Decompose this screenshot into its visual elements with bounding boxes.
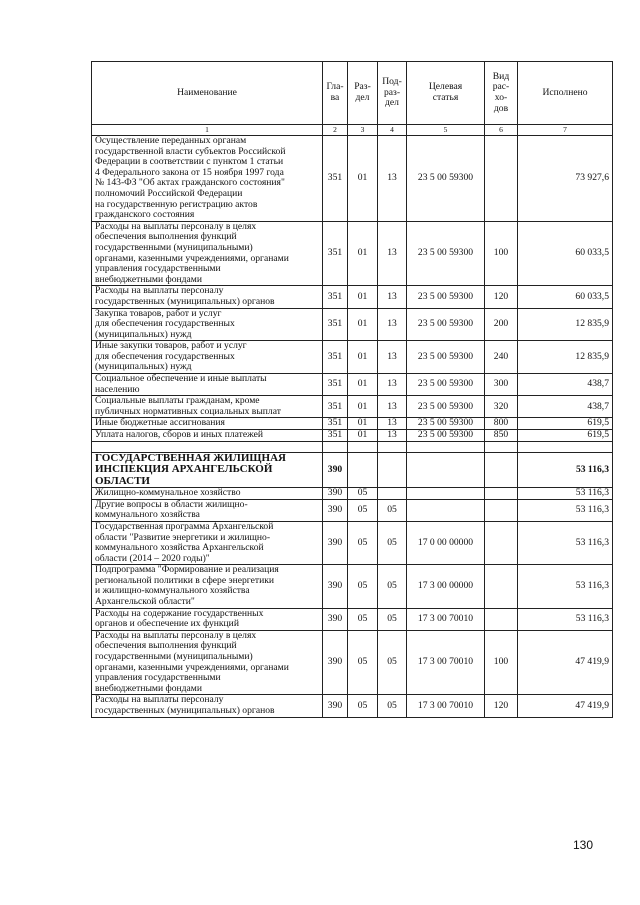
header-chapter: Гла- ва (323, 62, 348, 125)
row-executed: 619,5 (518, 418, 613, 430)
row-target: 17 3 00 00000 (407, 565, 485, 608)
row-subsection: 13 (378, 418, 407, 430)
row-executed: 47 419,9 (518, 695, 613, 717)
row-section: 05 (348, 695, 378, 717)
row-section: 05 (348, 630, 378, 695)
header-name: Наименование (92, 62, 323, 125)
row-target: 23 5 00 59300 (407, 396, 485, 418)
row-executed: 53 116,3 (518, 608, 613, 630)
row-exp-type: 850 (485, 430, 518, 442)
row-exp-type: 240 (485, 341, 518, 374)
row-subsection: 13 (378, 396, 407, 418)
row-target: 17 3 00 70010 (407, 630, 485, 695)
row-section: 01 (348, 221, 378, 286)
row-target: 23 5 00 59300 (407, 286, 485, 308)
row-executed: 47 419,9 (518, 630, 613, 695)
header-subsection: Под- раз- дел (378, 62, 407, 125)
col-number: 1 (92, 125, 323, 136)
row-executed: 438,7 (518, 396, 613, 418)
table-row (92, 136, 613, 222)
row-name: Расходы на выплаты персоналу государственных (муниципальных) органов (92, 695, 323, 717)
row-executed: 12 835,9 (518, 341, 613, 374)
row-subsection (378, 488, 407, 500)
table-row (92, 565, 613, 608)
row-name: Расходы на содержание государственных органов и обеспечение их функций (92, 608, 323, 630)
row-exp-type: 800 (485, 418, 518, 430)
page-number: 130 (573, 838, 594, 852)
gap-cell (92, 441, 323, 452)
row-chapter: 390 (323, 608, 348, 630)
row-name: Расходы на выплаты персоналу государственных (муниципальных) органов (92, 286, 323, 308)
row-exp-type (485, 488, 518, 500)
row-chapter: 351 (323, 418, 348, 430)
header-row (92, 62, 613, 125)
row-executed: 12 835,9 (518, 308, 613, 341)
row-name: Подпрограмма "Формирование и реализация региональной политики в сфере энергетики и жилищно-коммунального хозяйства Архангельской области" (92, 565, 323, 608)
row-section: 01 (348, 308, 378, 341)
row-exp-type (485, 499, 518, 521)
row-executed: 73 927,6 (518, 136, 613, 222)
row-target: 17 3 00 70010 (407, 695, 485, 717)
row-executed: 53 116,3 (518, 565, 613, 608)
row-exp-type (485, 452, 518, 488)
table-row (92, 221, 613, 286)
col-number: 4 (378, 125, 407, 136)
row-subsection: 05 (378, 521, 407, 564)
row-subsection: 13 (378, 430, 407, 442)
table-row (92, 341, 613, 374)
row-subsection: 05 (378, 608, 407, 630)
row-target: 23 5 00 59300 (407, 430, 485, 442)
table-row (92, 499, 613, 521)
row-chapter: 351 (323, 396, 348, 418)
table-row (92, 695, 613, 717)
row-exp-type: 100 (485, 630, 518, 695)
row-section: 05 (348, 521, 378, 564)
row-section: 01 (348, 136, 378, 222)
header-section: Раз- дел (348, 62, 378, 125)
row-section: 05 (348, 488, 378, 500)
table-row (92, 608, 613, 630)
row-section (348, 452, 378, 488)
gap-cell (407, 441, 485, 452)
row-chapter: 390 (323, 565, 348, 608)
table-body (92, 136, 613, 718)
table-row (92, 630, 613, 695)
gap-cell (485, 441, 518, 452)
header-executed: Исполнено (518, 62, 613, 125)
row-name: Иные закупки товаров, работ и услуг для обеспечения государственных (муниципальных) нужд (92, 341, 323, 374)
row-chapter: 390 (323, 630, 348, 695)
row-exp-type: 320 (485, 396, 518, 418)
row-name: Уплата налогов, сборов и иных платежей (92, 430, 323, 442)
row-exp-type (485, 565, 518, 608)
row-section: 05 (348, 565, 378, 608)
row-executed: 619,5 (518, 430, 613, 442)
budget-table (91, 61, 613, 718)
row-name: Другие вопросы в области жилищно- коммунального хозяйства (92, 499, 323, 521)
gap-cell (378, 441, 407, 452)
row-target: 17 3 00 70010 (407, 608, 485, 630)
row-executed: 53 116,3 (518, 521, 613, 564)
row-target: 23 5 00 59300 (407, 374, 485, 396)
row-section: 01 (348, 286, 378, 308)
row-section: 01 (348, 418, 378, 430)
table-gap-row (92, 441, 613, 452)
row-name: Социальные выплаты гражданам, кроме публичных нормативных социальных выплат (92, 396, 323, 418)
row-executed: 438,7 (518, 374, 613, 396)
table-row (92, 396, 613, 418)
row-target: 23 5 00 59300 (407, 221, 485, 286)
row-exp-type (485, 521, 518, 564)
row-executed: 60 033,5 (518, 286, 613, 308)
gap-cell (518, 441, 613, 452)
row-section: 01 (348, 396, 378, 418)
row-name: Расходы на выплаты персоналу в целях обеспечения выполнения функций государственными (муниципальными) органами, казенными учреждениями, органами управления государственными внебюджетными фондами (92, 630, 323, 695)
row-chapter: 390 (323, 695, 348, 717)
row-subsection: 05 (378, 565, 407, 608)
gap-cell (323, 441, 348, 452)
col-number: 3 (348, 125, 378, 136)
row-exp-type: 120 (485, 695, 518, 717)
row-chapter: 390 (323, 521, 348, 564)
row-subsection: 13 (378, 286, 407, 308)
row-name: Государственная программа Архангельской области "Развитие энергетики и жилищно- коммунального хозяйства Архангельской области (2014 – 2020 годы)" (92, 521, 323, 564)
row-exp-type: 100 (485, 221, 518, 286)
row-section: 05 (348, 608, 378, 630)
row-name: Осуществление переданных органам государственной власти субъектов Российской Федерации в соответствии с пунктом 1 статьи 4 Федерального закона от 15 ноября 1997 года № 143-ФЗ "Об актах гражданского состояния" полномочий Российской Федерации на государственную регистрацию актов гражданского состояния (92, 136, 323, 222)
row-subsection: 13 (378, 374, 407, 396)
row-exp-type: 200 (485, 308, 518, 341)
row-subsection (378, 452, 407, 488)
column-number-row (92, 125, 613, 136)
row-target: 23 5 00 59300 (407, 341, 485, 374)
row-chapter: 351 (323, 341, 348, 374)
table-row (92, 286, 613, 308)
row-chapter: 390 (323, 452, 348, 488)
row-name: Иные бюджетные ассигнования (92, 418, 323, 430)
row-target: 17 0 00 00000 (407, 521, 485, 564)
col-number: 7 (518, 125, 613, 136)
table-row (92, 430, 613, 442)
row-chapter: 390 (323, 499, 348, 521)
col-number: 2 (323, 125, 348, 136)
row-chapter: 351 (323, 374, 348, 396)
row-subsection: 05 (378, 630, 407, 695)
row-executed: 53 116,3 (518, 488, 613, 500)
table-row (92, 452, 613, 488)
table-row (92, 308, 613, 341)
row-subsection: 13 (378, 341, 407, 374)
row-target (407, 488, 485, 500)
col-number: 6 (485, 125, 518, 136)
row-executed: 60 033,5 (518, 221, 613, 286)
table-row (92, 488, 613, 500)
col-number: 5 (407, 125, 485, 136)
row-subsection: 05 (378, 695, 407, 717)
row-exp-type: 120 (485, 286, 518, 308)
row-chapter: 390 (323, 488, 348, 500)
row-name: ГОСУДАРСТВЕННАЯ ЖИЛИЩНАЯ ИНСПЕКЦИЯ АРХАНГЕЛЬСКОЙ ОБЛАСТИ (92, 452, 323, 488)
row-section: 01 (348, 374, 378, 396)
row-exp-type (485, 136, 518, 222)
row-name: Расходы на выплаты персоналу в целях обеспечения выполнения функций государственными (муниципальными) органами, казенными учреждениями, органами управления государственными внебюджетными фондами (92, 221, 323, 286)
table-row (92, 418, 613, 430)
table-row (92, 521, 613, 564)
row-chapter: 351 (323, 308, 348, 341)
row-executed: 53 116,3 (518, 452, 613, 488)
table-row (92, 374, 613, 396)
row-chapter: 351 (323, 286, 348, 308)
row-exp-type (485, 608, 518, 630)
row-target: 23 5 00 59300 (407, 418, 485, 430)
row-subsection: 13 (378, 136, 407, 222)
row-subsection: 13 (378, 221, 407, 286)
row-name: Жилищно-коммунальное хозяйство (92, 488, 323, 500)
row-target (407, 452, 485, 488)
row-name: Закупка товаров, работ и услуг для обеспечения государственных (муниципальных) нужд (92, 308, 323, 341)
row-section: 01 (348, 430, 378, 442)
gap-cell (348, 441, 378, 452)
row-target: 23 5 00 59300 (407, 308, 485, 341)
header-target: Целевая статья (407, 62, 485, 125)
row-section: 05 (348, 499, 378, 521)
header-exp-type: Вид рас- хо- дов (485, 62, 518, 125)
row-target (407, 499, 485, 521)
row-name: Социальное обеспечение и иные выплаты населению (92, 374, 323, 396)
row-subsection: 05 (378, 499, 407, 521)
row-exp-type: 300 (485, 374, 518, 396)
row-chapter: 351 (323, 221, 348, 286)
row-chapter: 351 (323, 136, 348, 222)
row-executed: 53 116,3 (518, 499, 613, 521)
row-section: 01 (348, 341, 378, 374)
row-chapter: 351 (323, 430, 348, 442)
row-subsection: 13 (378, 308, 407, 341)
row-target: 23 5 00 59300 (407, 136, 485, 222)
